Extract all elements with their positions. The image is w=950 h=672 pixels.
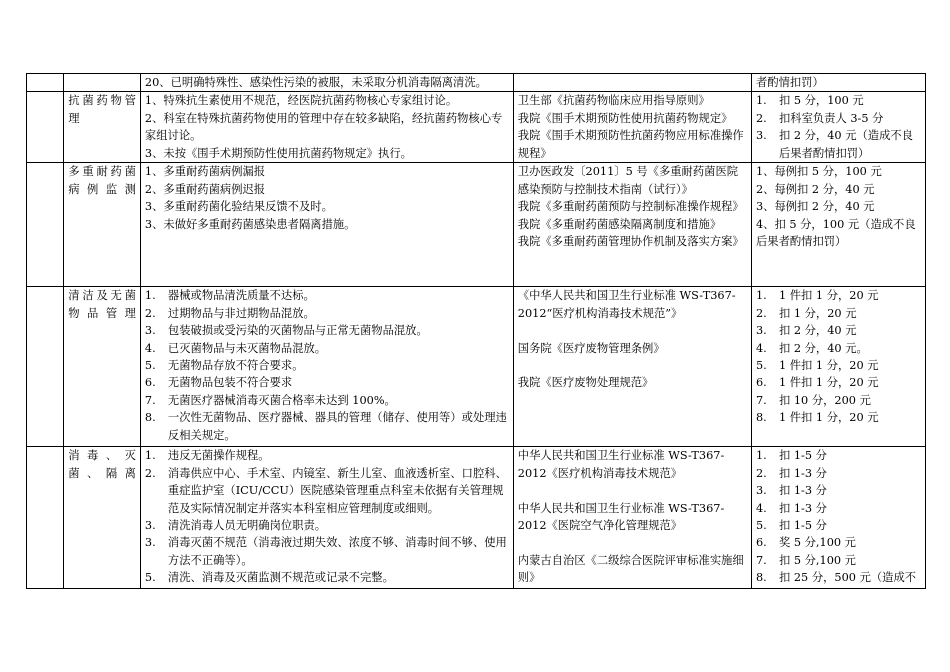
basis-line: 我院《多重耐药菌预防与控制标准操作规程》 [517, 200, 744, 214]
item-number: 2. [144, 466, 156, 480]
penalty-item [756, 517, 921, 534]
deduction-item: 1、特殊抗生素使用不规范，经医院抗菌药物核心专家组讨论。 [144, 94, 458, 108]
item-text: 消毒供应中心、手术室、内镜室、新生儿室、血液透析室、口腔科、重症监护室（ICU/CCU）医院感染管理重点科室未依据有关管理规范及实际情况制定并落实本科室相应管理制度或细则。 [167, 466, 507, 515]
category-cell [64, 163, 141, 287]
penalty-item: 1、每例扣 5 分，100 元 [755, 165, 882, 179]
category-label: 清洁及无菌物品管理 [68, 289, 136, 320]
penalty-item [756, 287, 921, 304]
item-text: 包装破损或受污染的灭菌物品与正常无菌物品混放。 [167, 324, 428, 338]
item-number: 8. [144, 411, 156, 425]
penalty-cell [751, 74, 925, 92]
basis-cell [513, 163, 751, 287]
penalty-item [756, 110, 921, 127]
deduction-item: 3、多重耐药菌化验结果反馈不及时。 [144, 200, 333, 214]
penalty-text: 奖 5 分,100 元 [778, 536, 856, 550]
penalty-text: 扣 1-5 分 [778, 449, 827, 463]
penalty-number: 7. [755, 553, 767, 567]
penalty-number: 1. [755, 449, 767, 463]
deduction-item [145, 569, 509, 586]
penalty-text: 扣科室负责人 3-5 分 [778, 111, 884, 125]
blank-line [518, 534, 747, 551]
penalty-item [756, 409, 921, 426]
item-text: 无菌物品存放不符合要求。 [167, 359, 304, 373]
penalty-item: 3、每例扣 2 分，40 元 [755, 200, 875, 214]
penalty-number: 4. [755, 501, 767, 515]
penalty-item [756, 500, 921, 517]
basis-cell [513, 92, 751, 163]
penalty-text: 扣 1-3 分 [778, 484, 827, 498]
category-label: 抗菌药物管理 [68, 94, 136, 125]
item-number: 3. [144, 324, 156, 338]
penalty-item [756, 552, 921, 569]
table-row [27, 74, 926, 92]
penalty-cell [751, 287, 925, 447]
item-text: 清洗、消毒及灭菌监测不规范或记录不完整。 [167, 571, 394, 585]
item-number: 5. [144, 359, 156, 373]
category-cell [64, 92, 141, 163]
penalty-item [756, 392, 921, 409]
item-text: 已灭菌物品与未灭菌物品混放。 [167, 341, 327, 355]
basis-cell [513, 447, 751, 589]
item-number: 4. [144, 341, 156, 355]
penalty-text: 扣 1-3 分 [778, 466, 827, 480]
index-cell [27, 163, 64, 287]
penalty-cell [751, 447, 925, 589]
penalty-list [756, 287, 921, 426]
basis-line: 中华人民共和国卫生行业标准 WS-T367-2012《医疗机构消毒技术规范》 [517, 449, 725, 480]
deduction-item [145, 392, 509, 409]
basis-line: 我院《医疗废物处理规范》 [517, 376, 654, 390]
deduction-item [145, 287, 509, 304]
penalty-item [756, 92, 921, 109]
item-number: 2. [144, 306, 156, 320]
category-cell [64, 447, 141, 589]
penalty-text: 1 件扣 1 分，20 元 [778, 376, 879, 390]
penalty-number: 4. [755, 341, 767, 355]
category-cell [64, 287, 141, 447]
penalty-list [756, 163, 921, 250]
penalty-cell [751, 163, 925, 287]
deduction-items-cell [140, 447, 513, 589]
blank-line [518, 322, 747, 339]
penalty-number: 2. [755, 306, 767, 320]
index-cell [27, 287, 64, 447]
category-cell [64, 74, 141, 92]
basis-line: 我院《围手术期预防性使用抗菌药物规定》 [517, 111, 733, 125]
penalty-number: 3. [755, 324, 767, 338]
deduction-item [145, 305, 509, 322]
basis-cell [513, 287, 751, 447]
item-text: 一次性无菌物品、医疗器械、器具的管理（储存、使用等）或处理违反相关规定。 [167, 411, 507, 442]
basis-line: 我院《围手术期预防性抗菌药物应用标准操作规程》 [517, 129, 744, 160]
index-cell [27, 447, 64, 589]
penalty-number: 8. [755, 411, 767, 425]
basis-line: 《中华人民共和国卫生行业标准 WS-T367-2012“医疗机构消毒技术规范”》 [517, 289, 736, 320]
penalty-text: 扣 5 分，100 元 [778, 94, 864, 108]
deduction-item-list [145, 163, 509, 233]
item-number: 1. [144, 449, 156, 463]
penalty-cell [751, 92, 925, 163]
item-text: 无菌医疗器械消毒灭菌合格率未达到 100%。 [167, 393, 396, 407]
deduction-items-cell [140, 74, 513, 92]
penalty-text: 1 件扣 1 分，20 元 [778, 289, 879, 303]
deduction-items-cell [140, 92, 513, 163]
basis-cell [513, 74, 751, 92]
item-text: 清洗消毒人员无明确岗位职责。 [167, 519, 327, 533]
item-text: 违反无菌操作规程。 [167, 449, 270, 463]
penalty-item [756, 465, 921, 482]
inspection-standards-table [26, 73, 926, 589]
basis-line: 我院《多重耐药菌管理协作机制及落实方案》 [517, 235, 744, 249]
penalty-text: 扣 25 分，500 元（造成不 [778, 571, 917, 585]
penalty-list [756, 74, 921, 91]
deduction-item: 1、多重耐药菌病例漏报 [144, 165, 266, 179]
table-row [27, 163, 926, 287]
penalty-number: 7. [755, 393, 767, 407]
item-text: 过期物品与非过期物品混放。 [167, 306, 315, 320]
deduction-item-list [145, 447, 509, 586]
blank-line [518, 482, 747, 499]
penalty-item [756, 534, 921, 551]
penalty-item: 4、扣 5 分，100 元（造成不良后果者酌情扣罚） [755, 217, 916, 249]
deduction-item-list [145, 74, 509, 91]
basis-line: 卫生部《抗菌药物临床应用指导原则》 [517, 94, 710, 108]
penalty-text: 扣 2 分，40 元 [778, 324, 857, 338]
table-body [27, 74, 926, 589]
basis-line: 卫办医政发〔2011〕5 号《多重耐药菌医院感染预防与控制技术指南（试行）》 [517, 165, 739, 196]
penalty-text: 扣 1 分，20 元 [778, 306, 857, 320]
penalty-text: 扣 1-3 分 [778, 501, 827, 515]
item-number: 3. [144, 519, 156, 533]
deduction-item: 3、未按《围手术期预防性使用抗菌药物规定》执行。 [144, 146, 412, 160]
penalty-item [756, 482, 921, 499]
penalty-number: 8. [755, 571, 767, 585]
item-number: 3. [144, 536, 156, 550]
deduction-item-list [145, 92, 509, 162]
penalty-item: 2、每例扣 2 分，40 元 [755, 182, 875, 196]
index-cell [27, 74, 64, 92]
table-row [27, 287, 926, 447]
penalty-text: 扣 10 分，200 元 [778, 393, 871, 407]
penalty-text: 扣 2 分，40 元（造成不良后果者酌情扣罚） [778, 129, 913, 160]
table-row [27, 92, 926, 163]
penalty-item [756, 322, 921, 339]
basis-line: 内蒙古自治区《二级综合医院评审标准实施细则》 [517, 553, 744, 585]
penalty-item [756, 447, 921, 464]
penalty-number: 5. [755, 519, 767, 533]
deduction-item [145, 534, 509, 569]
deduction-item [145, 409, 509, 444]
penalty-item [756, 374, 921, 391]
item-number: 5. [144, 571, 156, 585]
deduction-item [145, 447, 509, 464]
penalty-item [756, 127, 921, 162]
penalty-number: 3. [755, 129, 767, 143]
blank-line [518, 357, 747, 374]
penalty-item [756, 340, 921, 357]
penalty-number: 1. [755, 94, 767, 108]
penalty-text: 1 件扣 1 分，20 元 [778, 359, 879, 373]
item-text: 无菌物品包装不符合要求 [167, 376, 293, 390]
deduction-item: 3、未做好多重耐药菌感染患者隔离措施。 [144, 217, 356, 231]
table-row [27, 447, 926, 589]
deduction-item [145, 374, 509, 391]
penalty-item [756, 569, 921, 586]
penalty-item [756, 357, 921, 374]
basis-line: 国务院《医疗废物管理条例》 [517, 341, 665, 355]
item-text: 器械或物品清洗质量不达标。 [167, 289, 315, 303]
penalty-number: 2. [755, 466, 767, 480]
penalty-number: 1. [755, 289, 767, 303]
item-number: 7. [144, 393, 156, 407]
deduction-item-list [145, 287, 509, 444]
penalty-number: 6. [755, 536, 767, 550]
deduction-item: 20、已明确特殊性、感染性污染的被服，未采取分机消毒隔离清洗。 [144, 76, 487, 89]
penalty-number: 3. [755, 484, 767, 498]
penalty-number: 2. [755, 111, 767, 125]
deduction-items-cell [140, 163, 513, 287]
penalty-item [756, 305, 921, 322]
deduction-item [145, 340, 509, 357]
deduction-item [145, 357, 509, 374]
deduction-item: 2、多重耐药菌病例迟报 [144, 182, 266, 196]
penalty-number: 5. [755, 359, 767, 373]
category-label: 多重耐药菌病例监测 [68, 165, 136, 196]
basis-line: 我院《多重耐药菌感染隔离制度和措施》 [517, 217, 722, 231]
deduction-item [145, 322, 509, 339]
penalty-item: 者酌情扣罚） [755, 76, 824, 89]
penalty-text: 扣 5 分,100 元 [778, 553, 856, 567]
category-label: 消毒、灭菌、隔离 [68, 449, 136, 480]
item-text: 消毒灭菌不规范（消毒液过期失效、浓度不够、消毒时间不够、使用方法不正确等）。 [167, 536, 507, 567]
deduction-item: 2、科室在特殊抗菌药物使用的管理中存在较多缺陷，经抗菌药物核心专家组讨论。 [144, 111, 503, 143]
basis-line: 中华人民共和国卫生行业标准 WS-T367-2012《医院空气净化管理规范》 [517, 501, 725, 533]
penalty-text: 扣 1-5 分 [778, 519, 827, 533]
item-number: 1. [144, 289, 156, 303]
penalty-list [756, 447, 921, 586]
index-cell [27, 92, 64, 163]
penalty-text: 扣 2 分，40 元。 [778, 341, 868, 355]
item-number: 6. [144, 376, 156, 390]
deduction-item [145, 465, 509, 517]
deduction-item [145, 517, 509, 534]
penalty-list [756, 92, 921, 162]
penalty-number: 6. [755, 376, 767, 390]
penalty-text: 1 件扣 1 分，20 元 [778, 411, 879, 425]
deduction-items-cell [140, 287, 513, 447]
